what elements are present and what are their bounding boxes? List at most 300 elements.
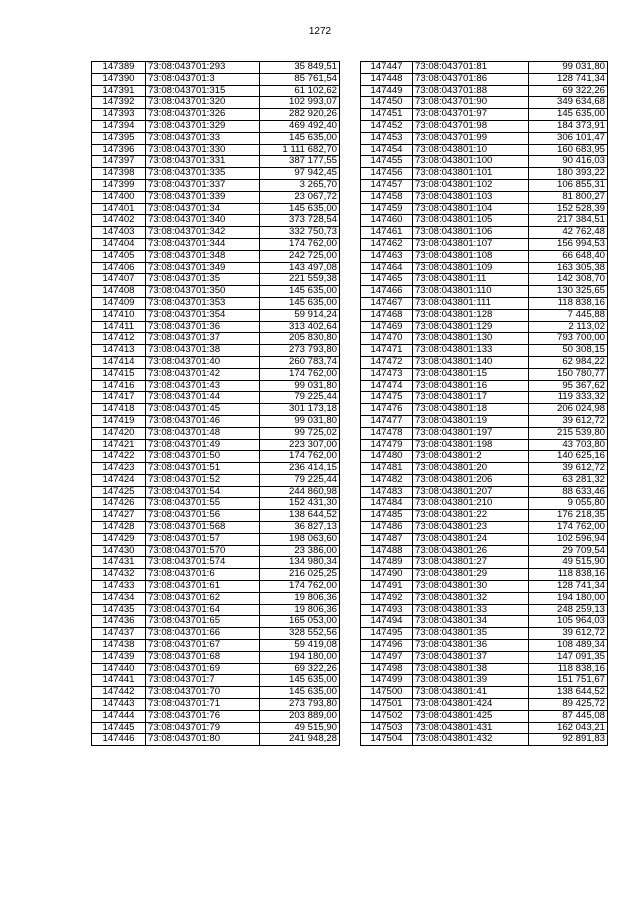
row-number: 147430 bbox=[92, 545, 146, 557]
cadastral-value: 242 725,00 bbox=[260, 250, 340, 262]
cadastral-number: 73:08:043701:54 bbox=[146, 486, 260, 498]
cadastral-value: 36 827,13 bbox=[260, 522, 340, 534]
row-number: 147391 bbox=[92, 85, 146, 97]
cadastral-number: 73:08:043801:106 bbox=[413, 227, 529, 239]
cadastral-number: 73:08:043701:570 bbox=[146, 545, 260, 557]
cadastral-number: 73:08:043701:315 bbox=[146, 85, 260, 97]
row-number: 147457 bbox=[361, 179, 413, 191]
cadastral-number: 73:08:043701:331 bbox=[146, 156, 260, 168]
table-row bbox=[361, 250, 608, 262]
cadastral-value: 150 780,77 bbox=[529, 368, 608, 380]
cadastral-value: 156 994,53 bbox=[529, 238, 608, 250]
row-number: 147449 bbox=[361, 85, 413, 97]
table-row bbox=[92, 203, 340, 215]
row-number: 147466 bbox=[361, 286, 413, 298]
cadastral-value: 102 993,07 bbox=[260, 97, 340, 109]
cadastral-value: 99 031,80 bbox=[529, 62, 608, 74]
table-row bbox=[92, 262, 340, 274]
cadastral-number: 73:08:043801:210 bbox=[413, 498, 529, 510]
cadastral-value: 92 891,83 bbox=[529, 734, 608, 746]
table-row bbox=[361, 286, 608, 298]
row-number: 147453 bbox=[361, 132, 413, 144]
cadastral-value: 174 762,00 bbox=[260, 581, 340, 593]
cadastral-number: 73:08:043701:349 bbox=[146, 262, 260, 274]
row-number: 147471 bbox=[361, 345, 413, 357]
row-number: 147452 bbox=[361, 120, 413, 132]
table-row bbox=[361, 309, 608, 321]
cadastral-value: 99 031,80 bbox=[260, 415, 340, 427]
cadastral-number: 73:08:043801:104 bbox=[413, 203, 529, 215]
table-row bbox=[361, 321, 608, 333]
row-number: 147418 bbox=[92, 404, 146, 416]
table-row bbox=[361, 73, 608, 85]
cadastral-number: 73:08:043701:37 bbox=[146, 333, 260, 345]
cadastral-value: 87 445,08 bbox=[529, 710, 608, 722]
cadastral-number: 73:08:043801:35 bbox=[413, 628, 529, 640]
row-number: 147400 bbox=[92, 191, 146, 203]
row-number: 147473 bbox=[361, 368, 413, 380]
row-number: 147447 bbox=[361, 62, 413, 74]
cadastral-value: 43 703,80 bbox=[529, 439, 608, 451]
table-row bbox=[92, 309, 340, 321]
cadastral-number: 73:08:043801:27 bbox=[413, 557, 529, 569]
table-row bbox=[361, 734, 608, 746]
cadastral-value: 236 414,15 bbox=[260, 463, 340, 475]
cadastral-number: 73:08:043801:17 bbox=[413, 392, 529, 404]
cadastral-value: 373 728,54 bbox=[260, 215, 340, 227]
row-number: 147444 bbox=[92, 710, 146, 722]
table-row bbox=[361, 179, 608, 191]
cadastral-value: 50 308,15 bbox=[529, 345, 608, 357]
cadastral-number: 73:08:043801:111 bbox=[413, 297, 529, 309]
table-row bbox=[361, 451, 608, 463]
cadastral-value: 9 055,80 bbox=[529, 498, 608, 510]
cadastral-value: 145 635,00 bbox=[260, 132, 340, 144]
cadastral-number: 73:08:043801:108 bbox=[413, 250, 529, 262]
cadastral-value: 184 373,91 bbox=[529, 120, 608, 132]
table-row bbox=[92, 250, 340, 262]
table-row bbox=[92, 592, 340, 604]
row-number: 147438 bbox=[92, 640, 146, 652]
table-row bbox=[361, 132, 608, 144]
row-number: 147491 bbox=[361, 581, 413, 593]
row-number: 147492 bbox=[361, 592, 413, 604]
row-number: 147474 bbox=[361, 380, 413, 392]
cadastral-number: 73:08:043701:71 bbox=[146, 699, 260, 711]
cadastral-value: 145 635,00 bbox=[260, 203, 340, 215]
table-row bbox=[92, 545, 340, 557]
table-row bbox=[92, 687, 340, 699]
cadastral-value: 217 384,51 bbox=[529, 215, 608, 227]
table-row bbox=[92, 474, 340, 486]
cadastral-value: 273 793,80 bbox=[260, 345, 340, 357]
cadastral-value: 69 322,26 bbox=[260, 663, 340, 675]
row-number: 147478 bbox=[361, 427, 413, 439]
cadastral-value: 163 305,38 bbox=[529, 262, 608, 274]
cadastral-value: 387 177,55 bbox=[260, 156, 340, 168]
table-row bbox=[92, 392, 340, 404]
cadastral-number: 73:08:043701:49 bbox=[146, 439, 260, 451]
row-number: 147468 bbox=[361, 309, 413, 321]
cadastral-number: 73:08:043701:86 bbox=[413, 73, 529, 85]
cadastral-number: 73:08:043701:353 bbox=[146, 297, 260, 309]
cadastral-number: 73:08:043701:46 bbox=[146, 415, 260, 427]
table-row bbox=[361, 592, 608, 604]
table-row bbox=[92, 722, 340, 734]
cadastral-value: 152 431,30 bbox=[260, 498, 340, 510]
cadastral-value: 160 683,95 bbox=[529, 144, 608, 156]
row-number: 147435 bbox=[92, 604, 146, 616]
row-number: 147496 bbox=[361, 640, 413, 652]
cadastral-number: 73:08:043801:133 bbox=[413, 345, 529, 357]
cadastral-value: 174 762,00 bbox=[260, 451, 340, 463]
table-row bbox=[361, 604, 608, 616]
row-number: 147472 bbox=[361, 356, 413, 368]
cadastral-value: 313 402,64 bbox=[260, 321, 340, 333]
table-row bbox=[361, 640, 608, 652]
row-number: 147431 bbox=[92, 557, 146, 569]
table-row bbox=[361, 675, 608, 687]
cadastral-number: 73:08:043701:337 bbox=[146, 179, 260, 191]
row-number: 147481 bbox=[361, 463, 413, 475]
cadastral-value: 151 751,67 bbox=[529, 675, 608, 687]
table-row bbox=[92, 97, 340, 109]
table-row bbox=[92, 73, 340, 85]
table-row bbox=[361, 156, 608, 168]
table-row bbox=[361, 191, 608, 203]
row-number: 147395 bbox=[92, 132, 146, 144]
cadastral-value: 145 635,00 bbox=[260, 286, 340, 298]
row-number: 147408 bbox=[92, 286, 146, 298]
cadastral-number: 73:08:043801:109 bbox=[413, 262, 529, 274]
cadastral-number: 73:08:043801:140 bbox=[413, 356, 529, 368]
row-number: 147463 bbox=[361, 250, 413, 262]
cadastral-number: 73:08:043801:424 bbox=[413, 699, 529, 711]
cadastral-number: 73:08:043701:344 bbox=[146, 238, 260, 250]
table-row bbox=[92, 663, 340, 675]
cadastral-value: 97 942,45 bbox=[260, 168, 340, 180]
cadastral-number: 73:08:043801:207 bbox=[413, 486, 529, 498]
cadastral-number: 73:08:043801:39 bbox=[413, 675, 529, 687]
cadastral-number: 73:08:043701:342 bbox=[146, 227, 260, 239]
row-number: 147493 bbox=[361, 604, 413, 616]
table-row bbox=[92, 356, 340, 368]
row-number: 147483 bbox=[361, 486, 413, 498]
table-row bbox=[361, 368, 608, 380]
cadastral-number: 73:08:043701:42 bbox=[146, 368, 260, 380]
table-row bbox=[92, 522, 340, 534]
cadastral-number: 73:08:043701:43 bbox=[146, 380, 260, 392]
table-row bbox=[92, 557, 340, 569]
cadastral-number: 73:08:043701:52 bbox=[146, 474, 260, 486]
cadastral-number: 73:08:043701:36 bbox=[146, 321, 260, 333]
row-number: 147419 bbox=[92, 415, 146, 427]
table-row bbox=[92, 404, 340, 416]
table-row bbox=[361, 463, 608, 475]
table-row bbox=[361, 474, 608, 486]
cadastral-number: 73:08:043801:10 bbox=[413, 144, 529, 156]
cadastral-value: 102 596,94 bbox=[529, 533, 608, 545]
table-row bbox=[92, 368, 340, 380]
row-number: 147486 bbox=[361, 522, 413, 534]
cadastral-number: 73:08:043701:3 bbox=[146, 73, 260, 85]
row-number: 147498 bbox=[361, 663, 413, 675]
cadastral-value: 147 091,35 bbox=[529, 651, 608, 663]
table-row bbox=[92, 120, 340, 132]
cadastral-value: 39 612,72 bbox=[529, 628, 608, 640]
cadastral-number: 73:08:043801:18 bbox=[413, 404, 529, 416]
table-row bbox=[92, 604, 340, 616]
cadastral-value: 332 750,73 bbox=[260, 227, 340, 239]
row-number: 147410 bbox=[92, 309, 146, 321]
table-row bbox=[92, 640, 340, 652]
table-row bbox=[361, 415, 608, 427]
table-row bbox=[361, 722, 608, 734]
cadastral-value: 174 762,00 bbox=[260, 368, 340, 380]
table-row bbox=[92, 439, 340, 451]
table-row bbox=[361, 392, 608, 404]
cadastral-number: 73:08:043801:26 bbox=[413, 545, 529, 557]
table-row bbox=[92, 227, 340, 239]
row-number: 147487 bbox=[361, 533, 413, 545]
cadastral-value: 248 259,13 bbox=[529, 604, 608, 616]
table-row bbox=[361, 498, 608, 510]
cadastral-value: 59 419,08 bbox=[260, 640, 340, 652]
cadastral-number: 73:08:043701:55 bbox=[146, 498, 260, 510]
row-number: 147416 bbox=[92, 380, 146, 392]
table-row bbox=[361, 262, 608, 274]
cadastral-number: 73:08:043701:97 bbox=[413, 109, 529, 121]
row-number: 147425 bbox=[92, 486, 146, 498]
cadastral-number: 73:08:043801:198 bbox=[413, 439, 529, 451]
cadastral-value: 306 101,47 bbox=[529, 132, 608, 144]
table-row bbox=[361, 439, 608, 451]
table-row bbox=[361, 616, 608, 628]
row-number: 147424 bbox=[92, 474, 146, 486]
cadastral-value: 221 559,38 bbox=[260, 274, 340, 286]
row-number: 147439 bbox=[92, 651, 146, 663]
cadastral-number: 73:08:043801:15 bbox=[413, 368, 529, 380]
table-row bbox=[92, 451, 340, 463]
row-number: 147396 bbox=[92, 144, 146, 156]
cadastral-value: 130 325,65 bbox=[529, 286, 608, 298]
row-number: 147409 bbox=[92, 297, 146, 309]
table-row bbox=[361, 581, 608, 593]
row-number: 147402 bbox=[92, 215, 146, 227]
cadastral-value: 39 612,72 bbox=[529, 415, 608, 427]
cadastral-number: 73:08:043701:80 bbox=[146, 734, 260, 746]
cadastral-number: 73:08:043801:37 bbox=[413, 651, 529, 663]
cadastral-number: 73:08:043701:350 bbox=[146, 286, 260, 298]
table-row bbox=[361, 120, 608, 132]
cadastral-number: 73:08:043701:51 bbox=[146, 463, 260, 475]
cadastral-value: 90 416,03 bbox=[529, 156, 608, 168]
cadastral-value: 1 111 682,70 bbox=[260, 144, 340, 156]
cadastral-value: 88 633,46 bbox=[529, 486, 608, 498]
table-row bbox=[92, 132, 340, 144]
cadastral-value: 244 860,98 bbox=[260, 486, 340, 498]
cadastral-number: 73:08:043701:339 bbox=[146, 191, 260, 203]
row-number: 147454 bbox=[361, 144, 413, 156]
cadastral-number: 73:08:043801:34 bbox=[413, 616, 529, 628]
table-row bbox=[92, 463, 340, 475]
cadastral-value: 118 838,16 bbox=[529, 297, 608, 309]
table-row bbox=[361, 663, 608, 675]
table-row bbox=[92, 238, 340, 250]
table-row bbox=[361, 203, 608, 215]
cadastral-value: 241 948,28 bbox=[260, 734, 340, 746]
right-table bbox=[360, 61, 608, 746]
cadastral-value: 79 225,44 bbox=[260, 474, 340, 486]
left-table bbox=[91, 61, 340, 746]
row-number: 147442 bbox=[92, 687, 146, 699]
row-number: 147464 bbox=[361, 262, 413, 274]
cadastral-number: 73:08:043701:76 bbox=[146, 710, 260, 722]
cadastral-value: 85 761,54 bbox=[260, 73, 340, 85]
cadastral-number: 73:08:043701:66 bbox=[146, 628, 260, 640]
cadastral-number: 73:08:043701:61 bbox=[146, 581, 260, 593]
table-row bbox=[92, 144, 340, 156]
table-row bbox=[361, 545, 608, 557]
cadastral-number: 73:08:043701:48 bbox=[146, 427, 260, 439]
cadastral-value: 35 849,51 bbox=[260, 62, 340, 74]
row-number: 147455 bbox=[361, 156, 413, 168]
cadastral-number: 73:08:043701:70 bbox=[146, 687, 260, 699]
table-row bbox=[92, 191, 340, 203]
cadastral-value: 145 635,00 bbox=[260, 687, 340, 699]
cadastral-number: 73:08:043801:129 bbox=[413, 321, 529, 333]
row-number: 147429 bbox=[92, 533, 146, 545]
row-number: 147440 bbox=[92, 663, 146, 675]
cadastral-value: 49 515,90 bbox=[529, 557, 608, 569]
cadastral-value: 145 635,00 bbox=[260, 675, 340, 687]
cadastral-value: 66 648,40 bbox=[529, 250, 608, 262]
page-number: 1272 bbox=[308, 26, 332, 37]
cadastral-number: 73:08:043801:29 bbox=[413, 569, 529, 581]
cadastral-value: 108 489,34 bbox=[529, 640, 608, 652]
cadastral-value: 215 539,80 bbox=[529, 427, 608, 439]
table-row bbox=[361, 345, 608, 357]
row-number: 147465 bbox=[361, 274, 413, 286]
cadastral-value: 793 700,00 bbox=[529, 333, 608, 345]
row-number: 147484 bbox=[361, 498, 413, 510]
cadastral-value: 23 386,00 bbox=[260, 545, 340, 557]
cadastral-number: 73:08:043701:44 bbox=[146, 392, 260, 404]
cadastral-value: 63 281,32 bbox=[529, 474, 608, 486]
cadastral-value: 99 725,02 bbox=[260, 427, 340, 439]
row-number: 147500 bbox=[361, 687, 413, 699]
cadastral-value: 128 741,34 bbox=[529, 581, 608, 593]
row-number: 147485 bbox=[361, 510, 413, 522]
row-number: 147422 bbox=[92, 451, 146, 463]
table-row bbox=[92, 380, 340, 392]
cadastral-number: 73:08:043701:7 bbox=[146, 675, 260, 687]
cadastral-number: 73:08:043801:36 bbox=[413, 640, 529, 652]
row-number: 147477 bbox=[361, 415, 413, 427]
row-number: 147497 bbox=[361, 651, 413, 663]
cadastral-number: 73:08:043701:329 bbox=[146, 120, 260, 132]
cadastral-number: 73:08:043801:206 bbox=[413, 474, 529, 486]
cadastral-value: 194 180,00 bbox=[260, 651, 340, 663]
cadastral-number: 73:08:043801:197 bbox=[413, 427, 529, 439]
table-row bbox=[361, 380, 608, 392]
cadastral-value: 140 625,16 bbox=[529, 451, 608, 463]
table-row bbox=[361, 97, 608, 109]
table-row bbox=[92, 498, 340, 510]
table-row bbox=[361, 215, 608, 227]
cadastral-value: 223 307,00 bbox=[260, 439, 340, 451]
cadastral-value: 3 265,70 bbox=[260, 179, 340, 191]
cadastral-value: 19 806,36 bbox=[260, 592, 340, 604]
row-number: 147399 bbox=[92, 179, 146, 191]
cadastral-value: 2 113,02 bbox=[529, 321, 608, 333]
cadastral-number: 73:08:043801:23 bbox=[413, 522, 529, 534]
row-number: 147412 bbox=[92, 333, 146, 345]
cadastral-number: 73:08:043701:568 bbox=[146, 522, 260, 534]
row-number: 147446 bbox=[92, 734, 146, 746]
row-number: 147427 bbox=[92, 510, 146, 522]
cadastral-value: 118 838,16 bbox=[529, 569, 608, 581]
row-number: 147459 bbox=[361, 203, 413, 215]
cadastral-number: 73:08:043801:2 bbox=[413, 451, 529, 463]
cadastral-number: 73:08:043801:19 bbox=[413, 415, 529, 427]
table-row bbox=[92, 569, 340, 581]
cadastral-number: 73:08:043801:425 bbox=[413, 710, 529, 722]
cadastral-number: 73:08:043801:101 bbox=[413, 168, 529, 180]
cadastral-number: 73:08:043801:431 bbox=[413, 722, 529, 734]
table-row bbox=[92, 179, 340, 191]
row-number: 147461 bbox=[361, 227, 413, 239]
cadastral-value: 69 322,26 bbox=[529, 85, 608, 97]
table-row bbox=[361, 227, 608, 239]
row-number: 147475 bbox=[361, 392, 413, 404]
table-row bbox=[361, 109, 608, 121]
cadastral-value: 105 964,03 bbox=[529, 616, 608, 628]
cadastral-number: 73:08:043801:105 bbox=[413, 215, 529, 227]
table-row bbox=[92, 333, 340, 345]
cadastral-value: 62 984,22 bbox=[529, 356, 608, 368]
table-row bbox=[361, 557, 608, 569]
table-row bbox=[361, 85, 608, 97]
cadastral-value: 7 445,88 bbox=[529, 309, 608, 321]
row-number: 147434 bbox=[92, 592, 146, 604]
row-number: 147450 bbox=[361, 97, 413, 109]
row-number: 147407 bbox=[92, 274, 146, 286]
row-number: 147390 bbox=[92, 73, 146, 85]
cadastral-value: 206 024,98 bbox=[529, 404, 608, 416]
cadastral-number: 73:08:043701:88 bbox=[413, 85, 529, 97]
cadastral-number: 73:08:043801:22 bbox=[413, 510, 529, 522]
cadastral-number: 73:08:043801:110 bbox=[413, 286, 529, 298]
cadastral-number: 73:08:043701:99 bbox=[413, 132, 529, 144]
table-row bbox=[92, 274, 340, 286]
cadastral-value: 152 528,39 bbox=[529, 203, 608, 215]
row-number: 147469 bbox=[361, 321, 413, 333]
cadastral-value: 216 025,25 bbox=[260, 569, 340, 581]
cadastral-number: 73:08:043701:64 bbox=[146, 604, 260, 616]
row-number: 147488 bbox=[361, 545, 413, 557]
table-row bbox=[92, 286, 340, 298]
row-number: 147476 bbox=[361, 404, 413, 416]
row-number: 147417 bbox=[92, 392, 146, 404]
row-number: 147426 bbox=[92, 498, 146, 510]
row-number: 147456 bbox=[361, 168, 413, 180]
row-number: 147499 bbox=[361, 675, 413, 687]
row-number: 147460 bbox=[361, 215, 413, 227]
row-number: 147495 bbox=[361, 628, 413, 640]
cadastral-value: 61 102,62 bbox=[260, 85, 340, 97]
row-number: 147433 bbox=[92, 581, 146, 593]
